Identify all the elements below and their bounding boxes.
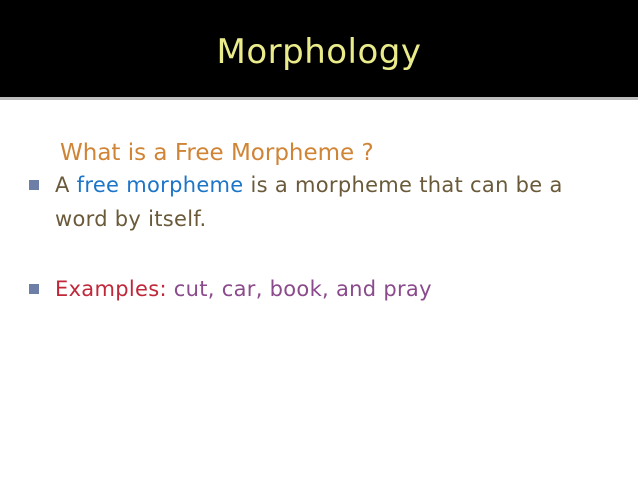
definition-prefix: A bbox=[55, 173, 77, 197]
slide-title: Morphology bbox=[216, 32, 422, 72]
bullet-square-icon bbox=[29, 284, 39, 294]
examples-label: Examples: bbox=[55, 277, 167, 301]
bullet-definition bbox=[55, 168, 615, 236]
bullet-examples bbox=[55, 272, 615, 306]
definition-rest: is a morpheme that can be a word by itself. bbox=[55, 173, 563, 231]
free-morpheme-term: free morpheme bbox=[76, 173, 244, 197]
examples-list: cut, car, book, and pray bbox=[166, 277, 432, 301]
bullet-square-icon bbox=[29, 180, 39, 190]
title-bar bbox=[0, 0, 638, 100]
slide-subtitle: What is a Free Morpheme ? bbox=[60, 140, 374, 166]
